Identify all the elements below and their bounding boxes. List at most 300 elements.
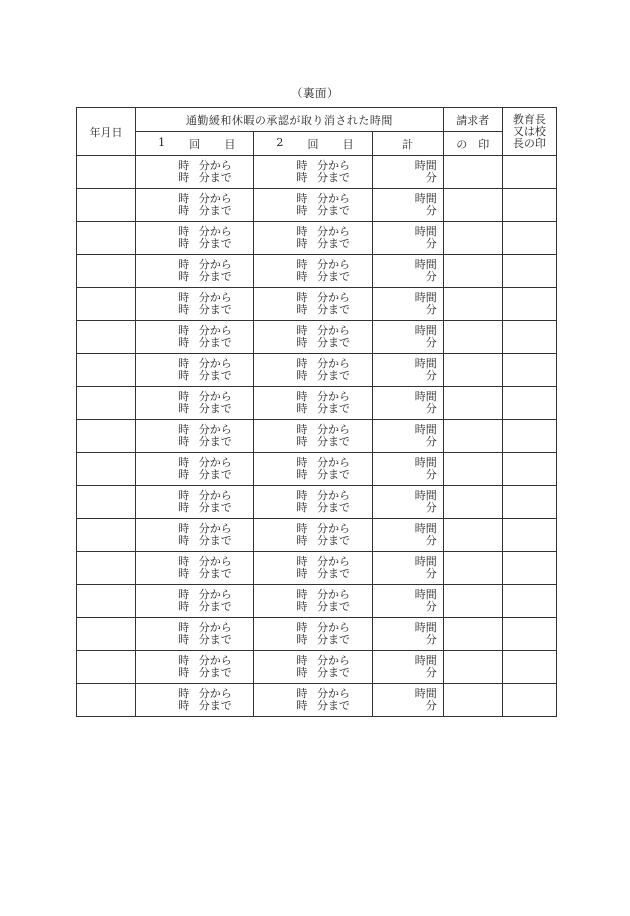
from-label: 分から [316,323,350,337]
first-period-cell[interactable] [136,354,254,387]
total-hours-label: 時間 [414,488,437,502]
total-hours-label: 時間 [414,620,437,634]
first-period-cell[interactable] [136,156,254,189]
total-hours-label: 時間 [414,224,437,238]
supervisor-seal-cell[interactable] [502,552,556,585]
supervisor-line-1: 教育長 [512,112,546,126]
hour-label: 時 [178,620,190,634]
hour-label: 時 [178,336,190,349]
table-row [77,222,557,255]
first-period-cell[interactable] [136,189,254,222]
hour-label: 時 [296,158,308,172]
hour-label: 時 [178,402,190,415]
second-period-cell[interactable] [254,552,372,585]
total-cell[interactable] [372,618,443,651]
requester-seal-cell[interactable] [443,618,502,651]
hour-label: 時 [296,389,308,403]
first-period-cell[interactable] [136,420,254,453]
until-label: 分まで [198,204,232,217]
hour-label: 時 [296,369,308,382]
from-label: 分から [316,257,350,271]
page-title: （裏面） [291,86,339,100]
hour-label: 時 [296,290,308,304]
supervisor-seal-header [502,108,556,156]
from-label: 分から [198,620,232,634]
hour-label: 時 [178,633,190,646]
date-cell[interactable] [77,321,136,354]
table-row [77,387,557,420]
hour-label: 時 [178,356,190,370]
requester-seal-cell[interactable] [443,288,502,321]
total-hours-label: 時間 [414,587,437,601]
requester-seal-cell[interactable] [443,321,502,354]
hour-label: 時 [296,356,308,370]
from-label: 分から [316,686,350,700]
total-hours-label: 時間 [414,422,437,436]
total-hours-label: 時間 [414,554,437,568]
total-hours-label: 時間 [414,389,437,403]
cancelled-time-header: 通勤緩和休暇の承認が取り消された時間 [136,108,444,132]
total-cell[interactable] [372,585,443,618]
until-label: 分まで [198,171,232,184]
from-label: 分から [198,422,232,436]
first-period-cell[interactable] [136,486,254,519]
cancellation-record-table [76,107,557,717]
from-label: 分から [198,554,232,568]
supervisor-seal-cell[interactable] [502,156,556,189]
hour-label: 時 [296,455,308,469]
requester-seal-cell[interactable] [443,156,502,189]
until-label: 分まで [316,336,350,349]
from-label: 分から [316,356,350,370]
total-minutes-label: 分 [425,204,437,217]
from-label: 分から [198,653,232,667]
total-hours-label: 時間 [414,290,437,304]
from-label: 分から [316,521,350,535]
total-cell[interactable] [372,321,443,354]
first-period-cell[interactable] [136,255,254,288]
table-row [77,420,557,453]
first-period-number: 1 [158,135,166,149]
from-label: 分から [316,290,350,304]
total-minutes-label: 分 [425,435,437,448]
first-period-cell[interactable] [136,387,254,420]
from-label: 分から [198,224,232,238]
hour-label: 時 [296,686,308,700]
hour-label: 時 [296,204,308,217]
until-label: 分まで [316,468,350,481]
requester-seal-cell[interactable] [443,189,502,222]
total-cell[interactable] [372,651,443,684]
hour-label: 時 [296,620,308,634]
supervisor-seal-cell[interactable] [502,585,556,618]
table-row [77,288,557,321]
requester-seal-cell[interactable] [443,651,502,684]
hour-label: 時 [296,171,308,184]
hour-label: 時 [296,501,308,514]
until-label: 分まで [198,699,232,712]
until-label: 分まで [316,171,350,184]
second-period-me: 目 [342,137,354,151]
until-label: 分まで [316,534,350,547]
first-period-cell[interactable] [136,222,254,255]
date-cell[interactable] [77,255,136,288]
second-period-cell[interactable] [254,486,372,519]
until-label: 分まで [316,567,350,580]
from-label: 分から [316,191,350,205]
first-period-cell[interactable] [136,552,254,585]
from-label: 分から [198,389,232,403]
hour-label: 時 [178,699,190,712]
from-label: 分から [198,488,232,502]
from-label: 分から [316,158,350,172]
supervisor-line-2: 又は校 [512,124,546,138]
hour-label: 時 [296,468,308,481]
second-period-cell[interactable] [254,288,372,321]
until-label: 分まで [198,369,232,382]
hour-label: 時 [296,521,308,535]
total-minutes-label: 分 [425,468,437,481]
total-cell[interactable] [372,486,443,519]
date-cell[interactable] [77,552,136,585]
total-cell[interactable] [372,684,443,717]
first-period-me: 目 [224,137,236,151]
total-minutes-label: 分 [425,666,437,679]
total-hours-label: 時間 [414,686,437,700]
until-label: 分まで [316,270,350,283]
total-hours-label: 時間 [414,191,437,205]
supervisor-seal-cell[interactable] [502,222,556,255]
second-period-cell[interactable] [254,618,372,651]
date-cell[interactable] [77,222,136,255]
total-minutes-label: 分 [425,369,437,382]
date-cell[interactable] [77,684,136,717]
date-cell[interactable] [77,288,136,321]
date-cell[interactable] [77,585,136,618]
table-row [77,486,557,519]
date-cell[interactable] [77,618,136,651]
from-label: 分から [198,455,232,469]
total-minutes-label: 分 [425,501,437,514]
second-period-cell[interactable] [254,222,372,255]
second-period-cell[interactable] [254,453,372,486]
hour-label: 時 [178,191,190,205]
first-period-cell[interactable] [136,684,254,717]
date-cell[interactable] [77,519,136,552]
total-minutes-label: 分 [425,600,437,613]
requester-seal-cell[interactable] [443,222,502,255]
hour-label: 時 [178,290,190,304]
hour-label: 時 [296,435,308,448]
total-cell[interactable] [372,519,443,552]
hour-label: 時 [178,600,190,613]
from-label: 分から [316,422,350,436]
hour-label: 時 [296,257,308,271]
total-minutes-label: 分 [425,303,437,316]
supervisor-seal-cell[interactable] [502,387,556,420]
total-minutes-label: 分 [425,336,437,349]
supervisor-seal-cell[interactable] [502,321,556,354]
date-cell[interactable] [77,189,136,222]
requester-seal-cell[interactable] [443,519,502,552]
until-label: 分まで [316,303,350,316]
second-period-cell[interactable] [254,585,372,618]
second-period-cell[interactable] [254,651,372,684]
total-cell[interactable] [372,354,443,387]
hour-label: 時 [178,270,190,283]
from-label: 分から [198,323,232,337]
record-rows [77,156,557,717]
table-row [77,519,557,552]
table-row [77,189,557,222]
total-minutes-label: 分 [425,534,437,547]
hour-label: 時 [296,488,308,502]
hour-label: 時 [178,224,190,238]
first-period-cell[interactable] [136,585,254,618]
second-period-cell[interactable] [254,519,372,552]
total-minutes-label: 分 [425,270,437,283]
supervisor-seal-cell[interactable] [502,486,556,519]
table-row [77,255,557,288]
supervisor-seal-cell[interactable] [502,354,556,387]
table-row [77,156,557,189]
first-period-cell[interactable] [136,321,254,354]
total-hours-label: 時間 [414,653,437,667]
requester-seal-cell[interactable] [443,585,502,618]
hour-label: 時 [296,402,308,415]
hour-label: 時 [296,633,308,646]
from-label: 分から [316,554,350,568]
until-label: 分まで [316,501,350,514]
from-label: 分から [316,653,350,667]
second-period-cell[interactable] [254,321,372,354]
first-period-cell[interactable] [136,651,254,684]
date-cell[interactable] [77,156,136,189]
from-label: 分から [316,620,350,634]
total-minutes-label: 分 [425,567,437,580]
total-hours-label: 時間 [414,521,437,535]
table-row [77,684,557,717]
second-period-cell[interactable] [254,420,372,453]
until-label: 分まで [198,336,232,349]
second-period-cell[interactable] [254,354,372,387]
requester-seal-cell[interactable] [443,420,502,453]
total-header: 計 [372,132,443,156]
second-period-cell[interactable] [254,156,372,189]
hour-label: 時 [178,237,190,250]
from-label: 分から [198,158,232,172]
total-hours-label: 時間 [414,455,437,469]
first-period-header [136,132,254,156]
requester-seal-cell[interactable] [443,453,502,486]
date-header: 年月日 [77,108,136,156]
date-cell[interactable] [77,651,136,684]
supervisor-seal-cell[interactable] [502,255,556,288]
table-row [77,552,557,585]
hour-label: 時 [296,600,308,613]
hour-label: 時 [296,699,308,712]
hour-label: 時 [178,587,190,601]
requester-seal-cell[interactable] [443,486,502,519]
until-label: 分まで [316,435,350,448]
until-label: 分まで [198,567,232,580]
total-hours-label: 時間 [414,323,437,337]
total-cell[interactable] [372,420,443,453]
total-cell[interactable] [372,288,443,321]
hour-label: 時 [178,323,190,337]
until-label: 分まで [198,468,232,481]
hour-label: 時 [178,303,190,316]
total-cell[interactable] [372,222,443,255]
hour-label: 時 [178,468,190,481]
until-label: 分まで [198,534,232,547]
hour-label: 時 [178,257,190,271]
from-label: 分から [198,257,232,271]
hour-label: 時 [296,554,308,568]
hour-label: 時 [296,336,308,349]
hour-label: 時 [178,686,190,700]
until-label: 分まで [316,369,350,382]
supervisor-seal-cell[interactable] [502,519,556,552]
hour-label: 時 [296,323,308,337]
total-minutes-label: 分 [425,402,437,415]
hour-label: 時 [296,567,308,580]
first-period-cell[interactable] [136,288,254,321]
date-cell[interactable] [77,453,136,486]
supervisor-seal-cell[interactable] [502,453,556,486]
hour-label: 時 [178,501,190,514]
until-label: 分まで [316,402,350,415]
hour-label: 時 [178,422,190,436]
requester-seal-header-top: 請求者 [443,108,502,132]
second-period-number: 2 [276,135,284,149]
hour-label: 時 [296,666,308,679]
hour-label: 時 [296,534,308,547]
second-period-cell[interactable] [254,189,372,222]
until-label: 分まで [198,270,232,283]
hour-label: 時 [296,653,308,667]
hour-label: 時 [296,270,308,283]
from-label: 分から [198,290,232,304]
from-label: 分から [316,488,350,502]
total-minutes-label: 分 [425,171,437,184]
total-hours-label: 時間 [414,257,437,271]
until-label: 分まで [198,435,232,448]
hour-label: 時 [178,435,190,448]
table-row [77,585,557,618]
until-label: 分まで [198,666,232,679]
requester-seal-cell[interactable] [443,684,502,717]
until-label: 分まで [198,402,232,415]
total-cell[interactable] [372,156,443,189]
from-label: 分から [316,455,350,469]
first-period-kai: 回 [189,137,201,151]
total-cell[interactable] [372,387,443,420]
total-minutes-label: 分 [425,633,437,646]
hour-label: 時 [296,422,308,436]
supervisor-line-3: 長の印 [512,136,546,150]
supervisor-seal-cell[interactable] [502,189,556,222]
until-label: 分まで [316,204,350,217]
from-label: 分から [198,587,232,601]
requester-seal-cell[interactable] [443,387,502,420]
until-label: 分まで [198,501,232,514]
until-label: 分まで [316,699,350,712]
supervisor-seal-cell[interactable] [502,618,556,651]
table-row [77,618,557,651]
table-row [77,453,557,486]
hour-label: 時 [296,587,308,601]
total-cell[interactable] [372,453,443,486]
total-hours-label: 時間 [414,356,437,370]
hour-label: 時 [178,534,190,547]
until-label: 分まで [316,666,350,679]
requester-seal-cell[interactable] [443,255,502,288]
second-period-cell[interactable] [254,255,372,288]
table-row [77,321,557,354]
second-period-kai: 回 [307,137,319,151]
until-label: 分まで [198,600,232,613]
date-cell[interactable] [77,486,136,519]
first-period-cell[interactable] [136,618,254,651]
from-label: 分から [316,224,350,238]
from-label: 分から [316,389,350,403]
hour-label: 時 [296,303,308,316]
until-label: 分まで [198,633,232,646]
hour-label: 時 [178,567,190,580]
second-period-cell[interactable] [254,387,372,420]
hour-label: 時 [178,369,190,382]
hour-label: 時 [178,158,190,172]
from-label: 分から [316,587,350,601]
hour-label: 時 [296,237,308,250]
until-label: 分まで [198,237,232,250]
table-row [77,651,557,684]
date-cell[interactable] [77,354,136,387]
hour-label: 時 [178,554,190,568]
total-cell[interactable] [372,189,443,222]
date-cell[interactable] [77,420,136,453]
hour-label: 時 [178,389,190,403]
hour-label: 時 [178,488,190,502]
hour-label: 時 [178,171,190,184]
first-period-cell[interactable] [136,519,254,552]
second-period-header [254,132,372,156]
from-label: 分から [198,521,232,535]
from-label: 分から [198,356,232,370]
supervisor-seal-cell[interactable] [502,288,556,321]
total-hours-label: 時間 [414,158,437,172]
supervisor-seal-cell[interactable] [502,684,556,717]
hour-label: 時 [178,666,190,679]
supervisor-seal-cell[interactable] [502,420,556,453]
until-label: 分まで [316,633,350,646]
requester-seal-cell[interactable] [443,552,502,585]
table-row [77,354,557,387]
second-period-cell[interactable] [254,684,372,717]
requester-seal-cell[interactable] [443,354,502,387]
from-label: 分から [198,686,232,700]
supervisor-seal-cell[interactable] [502,651,556,684]
first-period-cell[interactable] [136,453,254,486]
hour-label: 時 [296,224,308,238]
total-minutes-label: 分 [425,699,437,712]
total-cell[interactable] [372,552,443,585]
hour-label: 時 [178,204,190,217]
hour-label: 時 [178,521,190,535]
total-cell[interactable] [372,255,443,288]
date-cell[interactable] [77,387,136,420]
